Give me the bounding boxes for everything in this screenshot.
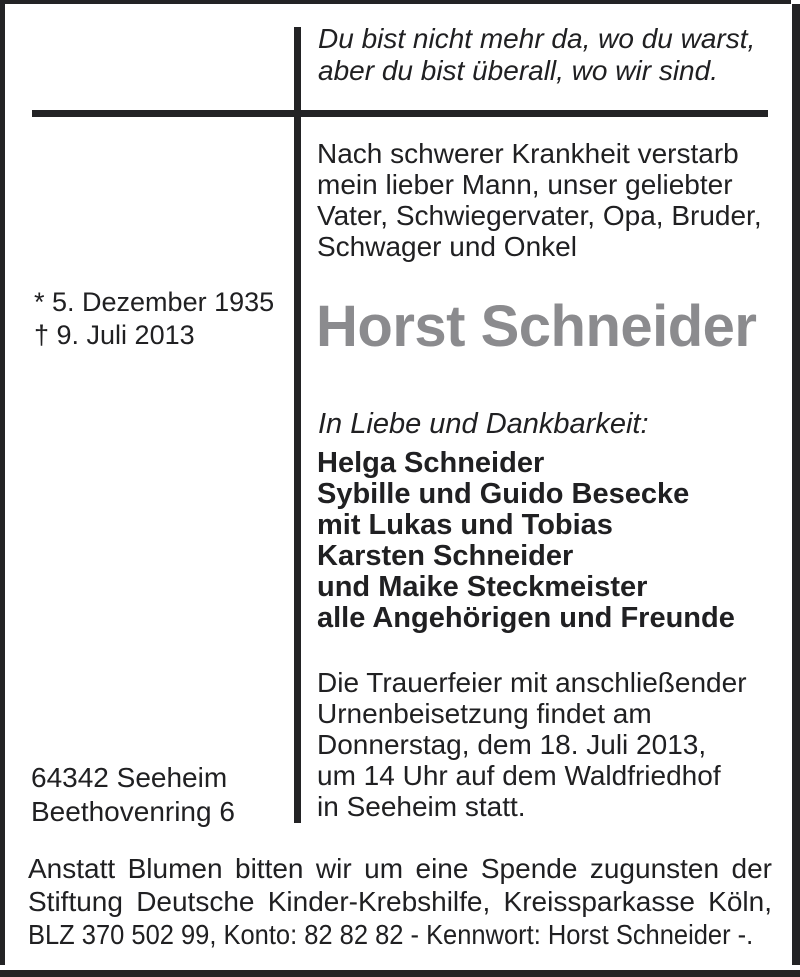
intro-text — [317, 138, 762, 262]
frame-right-rule — [792, 4, 800, 965]
funeral-line: um 14 Uhr auf dem Waldfriedhof — [317, 760, 721, 791]
mourner-name: Helga Schneider — [317, 447, 545, 479]
header-divider-rule — [32, 110, 768, 117]
funeral-info — [317, 667, 747, 822]
tribute-heading: In Liebe und Dankbarkeit: — [318, 408, 649, 440]
funeral-line: Urnenbeisetzung findet am — [317, 698, 652, 729]
mourner-name: Karsten Schneider — [317, 540, 574, 572]
mourners-list — [317, 448, 735, 634]
deceased-name: Horst Schneider — [316, 294, 757, 359]
funeral-line: Die Trauerfeier mit anschließender — [317, 667, 747, 698]
frame-top-rule — [0, 0, 791, 4]
intro-line: mein lieber Mann, unser geliebter — [317, 169, 733, 200]
column-divider-rule — [294, 27, 301, 823]
address-postal: 64342 Seeheim — [31, 762, 228, 793]
intro-line: Schwager und Onkel — [317, 231, 577, 262]
memorial-quote — [318, 23, 755, 87]
address-block — [31, 761, 235, 829]
mourner-name: mit Lukas und Tobias — [317, 509, 613, 541]
quote-line: aber du bist überall, wo wir sind. — [318, 55, 718, 86]
donation-line: BLZ 370 502 99, Konto: 82 82 82 - Kennwort: Horst Schneider -. — [28, 919, 754, 950]
funeral-line: in Seeheim statt. — [317, 791, 526, 822]
intro-line: Nach schwerer Krankheit verstarb — [317, 138, 739, 169]
frame-bottom-bar — [0, 970, 800, 977]
mourner-name: und Maike Steckmeister — [317, 571, 648, 603]
funeral-line: Donnerstag, dem 18. Juli 2013, — [317, 729, 707, 760]
quote-line: Du bist nicht mehr da, wo du warst, — [318, 23, 756, 54]
mourner-name: alle Angehörigen und Freunde — [317, 602, 735, 634]
donation-line: Anstatt Blumen bitten wir um eine Spende zugunsten der — [28, 853, 772, 884]
donation-note — [28, 852, 772, 951]
mourner-name: Sybille und Guido Besecke — [317, 478, 690, 510]
frame-left-rule — [0, 0, 5, 965]
birth-date: * 5. Dezember 1935 — [34, 287, 275, 317]
life-dates — [34, 286, 274, 352]
donation-line: Stiftung Deutsche Kinder-Krebshilfe, Kreissparkasse Köln, — [28, 886, 772, 917]
address-street: Beethovenring 6 — [31, 796, 235, 827]
death-date: † 9. Juli 2013 — [34, 320, 195, 350]
intro-line: Vater, Schwiegervater, Opa, Bruder, — [317, 200, 762, 231]
